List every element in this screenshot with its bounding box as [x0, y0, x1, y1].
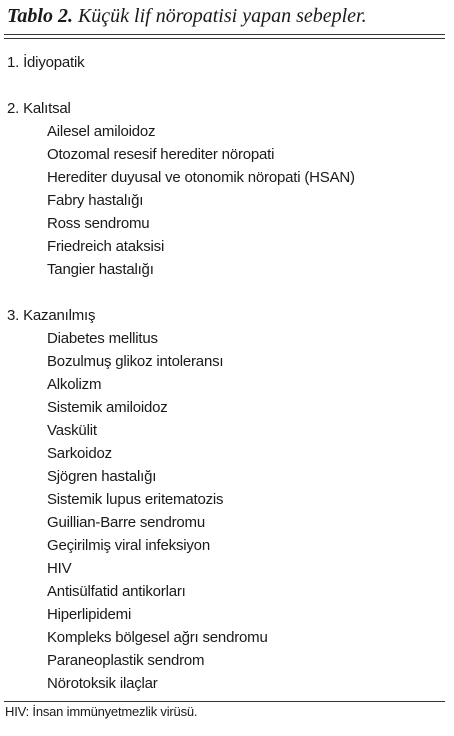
table-body: [7, 51, 447, 695]
section-acquired: [7, 304, 447, 695]
list-item: Ailesel amiloidoz: [47, 123, 156, 140]
list-item: Alkolizm: [47, 376, 102, 393]
section-title: 2. Kalıtsal: [7, 100, 71, 117]
section-hereditary: [7, 97, 447, 281]
list-item: Guillian-Barre sendromu: [47, 514, 205, 531]
list-item: Otozomal resesif herediter nöropati: [47, 146, 275, 163]
cause-list: [7, 120, 447, 281]
list-item: Paraneoplastik sendrom: [47, 652, 205, 669]
section-spacer: [7, 74, 447, 97]
bottom-rule: [4, 701, 445, 702]
table-label: Tablo 2.: [7, 5, 73, 27]
list-item: Nörotoksik ilaçlar: [47, 675, 158, 692]
list-item: Herediter duyusal ve otonomik nöropati (HSAN): [47, 169, 355, 186]
list-item: Sarkoidoz: [47, 445, 112, 462]
list-item: Bozulmuş glikoz intoleransı: [47, 353, 224, 370]
cause-list: [7, 327, 447, 695]
list-item: Fabry hastalığı: [47, 192, 144, 209]
top-rule-inner: [4, 38, 445, 39]
section-title: 1. İdiyopatik: [7, 54, 85, 71]
list-item: Geçirilmiş viral infeksiyon: [47, 537, 210, 554]
list-item: HIV: [47, 560, 72, 577]
list-item: Tangier hastalığı: [47, 261, 154, 278]
list-item: Diabetes mellitus: [47, 330, 158, 347]
list-item: Sistemik amiloidoz: [47, 399, 168, 416]
section-idiopathic: [7, 51, 447, 74]
list-item: Vaskülit: [47, 422, 97, 439]
list-item: Hiperlipidemi: [47, 606, 132, 623]
table-caption: Küçük lif nöropatisi yapan sebepler.: [77, 5, 367, 27]
table-footnote: HIV: İnsan immünyetmezlik virüsü.: [5, 704, 198, 719]
list-item: Sistemik lupus eritematozis: [47, 491, 224, 508]
section-title: 3. Kazanılmış: [7, 307, 96, 324]
list-item: Ross sendromu: [47, 215, 150, 232]
list-item: Antisülfatid antikorları: [47, 583, 186, 600]
list-item: Kompleks bölgesel ağrı sendromu: [47, 629, 268, 646]
section-spacer: [7, 281, 447, 304]
list-item: Friedreich ataksisi: [47, 238, 165, 255]
top-rule: [4, 34, 445, 35]
table-title: [7, 4, 367, 28]
list-item: Sjögren hastalığı: [47, 468, 157, 485]
